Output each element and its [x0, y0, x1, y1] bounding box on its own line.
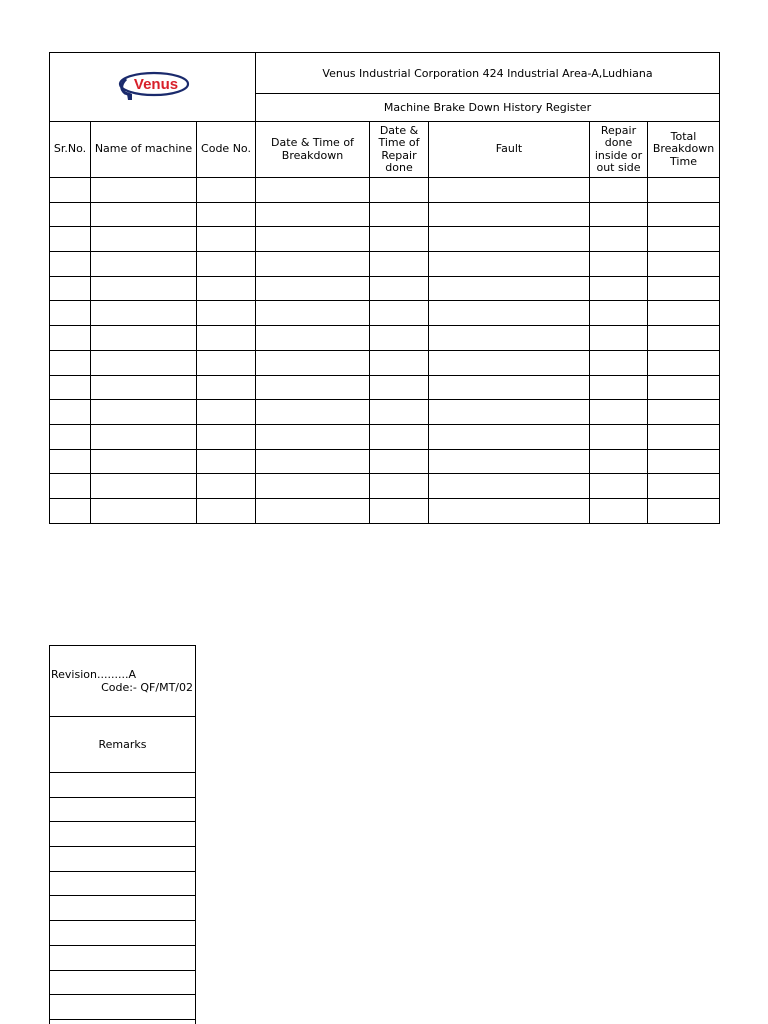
table-cell[interactable] — [91, 474, 197, 499]
remarks-row — [50, 921, 196, 946]
table-cell[interactable] — [370, 498, 429, 523]
remarks-cell[interactable] — [50, 871, 196, 896]
table-cell[interactable] — [256, 227, 370, 252]
table-cell[interactable] — [50, 424, 91, 449]
table-cell[interactable] — [197, 178, 256, 203]
remarks-cell[interactable] — [50, 896, 196, 921]
table-row — [50, 449, 720, 474]
table-row — [50, 276, 720, 301]
table-cell[interactable] — [50, 449, 91, 474]
table-cell[interactable] — [91, 326, 197, 351]
table-cell[interactable] — [429, 375, 590, 400]
table-cell[interactable] — [91, 276, 197, 301]
table-cell[interactable] — [91, 178, 197, 203]
table-cell[interactable] — [648, 400, 720, 425]
remarks-cell[interactable] — [50, 995, 196, 1020]
table-cell[interactable] — [590, 326, 648, 351]
company-header: Venus Industrial Corporation 424 Industrial Area-A,Ludhiana — [256, 53, 720, 94]
register-body — [50, 178, 720, 524]
remarks-row — [50, 797, 196, 822]
table-cell[interactable] — [197, 474, 256, 499]
remarks-cell[interactable] — [50, 945, 196, 970]
table-cell[interactable] — [50, 375, 91, 400]
company-logo-cell — [50, 53, 256, 122]
table-cell[interactable] — [91, 424, 197, 449]
table-cell[interactable] — [590, 252, 648, 277]
table-cell[interactable] — [370, 449, 429, 474]
table-cell[interactable] — [429, 227, 590, 252]
table-cell[interactable] — [590, 375, 648, 400]
revision-remarks-table — [49, 645, 196, 1024]
table-cell[interactable] — [197, 326, 256, 351]
remarks-header: Remarks — [50, 717, 196, 773]
table-cell[interactable] — [91, 498, 197, 523]
table-cell[interactable] — [590, 498, 648, 523]
table-row — [50, 227, 720, 252]
table-row — [50, 326, 720, 351]
table-cell[interactable] — [91, 375, 197, 400]
table-cell[interactable] — [197, 449, 256, 474]
revision-text: Revision.........A — [51, 668, 136, 681]
table-row — [50, 178, 720, 203]
table-cell[interactable] — [91, 227, 197, 252]
table-cell[interactable] — [370, 202, 429, 227]
col-header-repair-location: Repair done inside or out side — [590, 122, 648, 178]
table-cell[interactable] — [370, 350, 429, 375]
remarks-cell[interactable] — [50, 797, 196, 822]
table-cell[interactable] — [91, 301, 197, 326]
col-header-repair-datetime: Date & Time of Repair done — [370, 122, 429, 178]
remarks-cell[interactable] — [50, 822, 196, 847]
col-header-machine-name: Name of machine — [91, 122, 197, 178]
table-cell[interactable] — [91, 350, 197, 375]
table-cell[interactable] — [197, 424, 256, 449]
table-cell[interactable] — [256, 498, 370, 523]
remarks-row — [50, 847, 196, 872]
table-cell[interactable] — [50, 252, 91, 277]
table-cell[interactable] — [590, 350, 648, 375]
logo-wordmark: Venus — [133, 75, 178, 93]
table-cell[interactable] — [91, 449, 197, 474]
table-cell[interactable] — [370, 326, 429, 351]
table-cell[interactable] — [50, 474, 91, 499]
table-cell[interactable] — [197, 276, 256, 301]
table-cell[interactable] — [429, 424, 590, 449]
table-cell[interactable] — [648, 350, 720, 375]
table-cell[interactable] — [648, 252, 720, 277]
table-cell[interactable] — [50, 227, 91, 252]
table-cell[interactable] — [648, 375, 720, 400]
table-cell[interactable] — [50, 350, 91, 375]
table-cell[interactable] — [590, 276, 648, 301]
table-cell[interactable] — [50, 178, 91, 203]
col-header-breakdown-datetime: Date & Time of Breakdown — [256, 122, 370, 178]
table-row — [50, 375, 720, 400]
table-cell[interactable] — [648, 276, 720, 301]
remarks-cell[interactable] — [50, 1019, 196, 1024]
table-cell[interactable] — [370, 178, 429, 203]
remarks-row — [50, 822, 196, 847]
remarks-cell[interactable] — [50, 921, 196, 946]
table-cell[interactable] — [256, 326, 370, 351]
col-header-sr-no: Sr.No. — [50, 122, 91, 178]
table-cell[interactable] — [590, 202, 648, 227]
table-cell[interactable] — [370, 400, 429, 425]
col-header-code-no: Code No. — [197, 122, 256, 178]
table-cell[interactable] — [370, 375, 429, 400]
table-cell[interactable] — [197, 227, 256, 252]
table-cell[interactable] — [197, 498, 256, 523]
table-cell[interactable] — [197, 400, 256, 425]
table-row — [50, 350, 720, 375]
table-cell[interactable] — [429, 400, 590, 425]
table-cell[interactable] — [590, 301, 648, 326]
column-header-row — [50, 122, 720, 178]
table-cell[interactable] — [50, 498, 91, 523]
table-cell[interactable] — [590, 178, 648, 203]
remarks-row — [50, 995, 196, 1020]
table-row — [50, 400, 720, 425]
remarks-cell[interactable] — [50, 847, 196, 872]
register-title: Machine Brake Down History Register — [256, 94, 720, 122]
table-cell[interactable] — [91, 202, 197, 227]
table-cell[interactable] — [648, 424, 720, 449]
table-row — [50, 424, 720, 449]
col-header-total-breakdown-time: Total Breakdown Time — [648, 122, 720, 178]
table-cell[interactable] — [256, 178, 370, 203]
table-cell[interactable] — [370, 276, 429, 301]
table-cell[interactable] — [91, 252, 197, 277]
table-cell[interactable] — [197, 350, 256, 375]
table-cell[interactable] — [648, 227, 720, 252]
table-cell[interactable] — [197, 301, 256, 326]
table-cell[interactable] — [429, 301, 590, 326]
table-cell[interactable] — [370, 301, 429, 326]
table-cell[interactable] — [648, 474, 720, 499]
venus-logo — [116, 71, 190, 101]
table-cell[interactable] — [648, 301, 720, 326]
table-cell[interactable] — [256, 424, 370, 449]
table-cell[interactable] — [256, 375, 370, 400]
table-cell[interactable] — [256, 301, 370, 326]
table-cell[interactable] — [429, 276, 590, 301]
table-cell[interactable] — [91, 400, 197, 425]
table-cell[interactable] — [256, 474, 370, 499]
table-cell[interactable] — [429, 178, 590, 203]
remarks-row — [50, 970, 196, 995]
table-row — [50, 301, 720, 326]
table-cell[interactable] — [197, 202, 256, 227]
remarks-row — [50, 1019, 196, 1024]
col-header-fault: Fault — [429, 122, 590, 178]
remarks-cell[interactable] — [50, 970, 196, 995]
table-cell[interactable] — [50, 400, 91, 425]
table-cell[interactable] — [256, 276, 370, 301]
table-cell[interactable] — [370, 252, 429, 277]
table-cell[interactable] — [50, 202, 91, 227]
table-cell[interactable] — [429, 474, 590, 499]
table-cell[interactable] — [256, 252, 370, 277]
table-cell[interactable] — [50, 301, 91, 326]
table-cell[interactable] — [370, 474, 429, 499]
table-row — [50, 498, 720, 523]
table-cell[interactable] — [590, 474, 648, 499]
table-cell[interactable] — [256, 350, 370, 375]
table-cell[interactable] — [50, 326, 91, 351]
remarks-row — [50, 945, 196, 970]
remarks-cell[interactable] — [50, 773, 196, 798]
table-cell[interactable] — [256, 449, 370, 474]
table-cell[interactable] — [590, 424, 648, 449]
table-cell[interactable] — [429, 449, 590, 474]
table-cell[interactable] — [429, 252, 590, 277]
table-cell[interactable] — [429, 498, 590, 523]
table-row — [50, 252, 720, 277]
table-cell[interactable] — [429, 202, 590, 227]
table-cell[interactable] — [256, 400, 370, 425]
revision-info — [50, 646, 196, 717]
table-cell[interactable] — [590, 400, 648, 425]
table-cell[interactable] — [256, 202, 370, 227]
table-cell[interactable] — [370, 424, 429, 449]
table-cell[interactable] — [197, 375, 256, 400]
table-row — [50, 202, 720, 227]
table-cell[interactable] — [50, 276, 91, 301]
table-cell[interactable] — [648, 202, 720, 227]
table-cell[interactable] — [648, 498, 720, 523]
table-cell[interactable] — [648, 178, 720, 203]
table-cell[interactable] — [590, 449, 648, 474]
table-cell[interactable] — [429, 350, 590, 375]
table-cell[interactable] — [370, 227, 429, 252]
remarks-body — [50, 773, 196, 1024]
table-cell[interactable] — [648, 449, 720, 474]
table-cell[interactable] — [429, 326, 590, 351]
table-cell[interactable] — [590, 227, 648, 252]
remarks-row — [50, 773, 196, 798]
table-cell[interactable] — [648, 326, 720, 351]
table-row — [50, 474, 720, 499]
remarks-row — [50, 871, 196, 896]
breakdown-register-table — [49, 52, 720, 524]
remarks-row — [50, 896, 196, 921]
form-code-text: Code:- QF/MT/02 — [101, 681, 193, 694]
table-cell[interactable] — [197, 252, 256, 277]
